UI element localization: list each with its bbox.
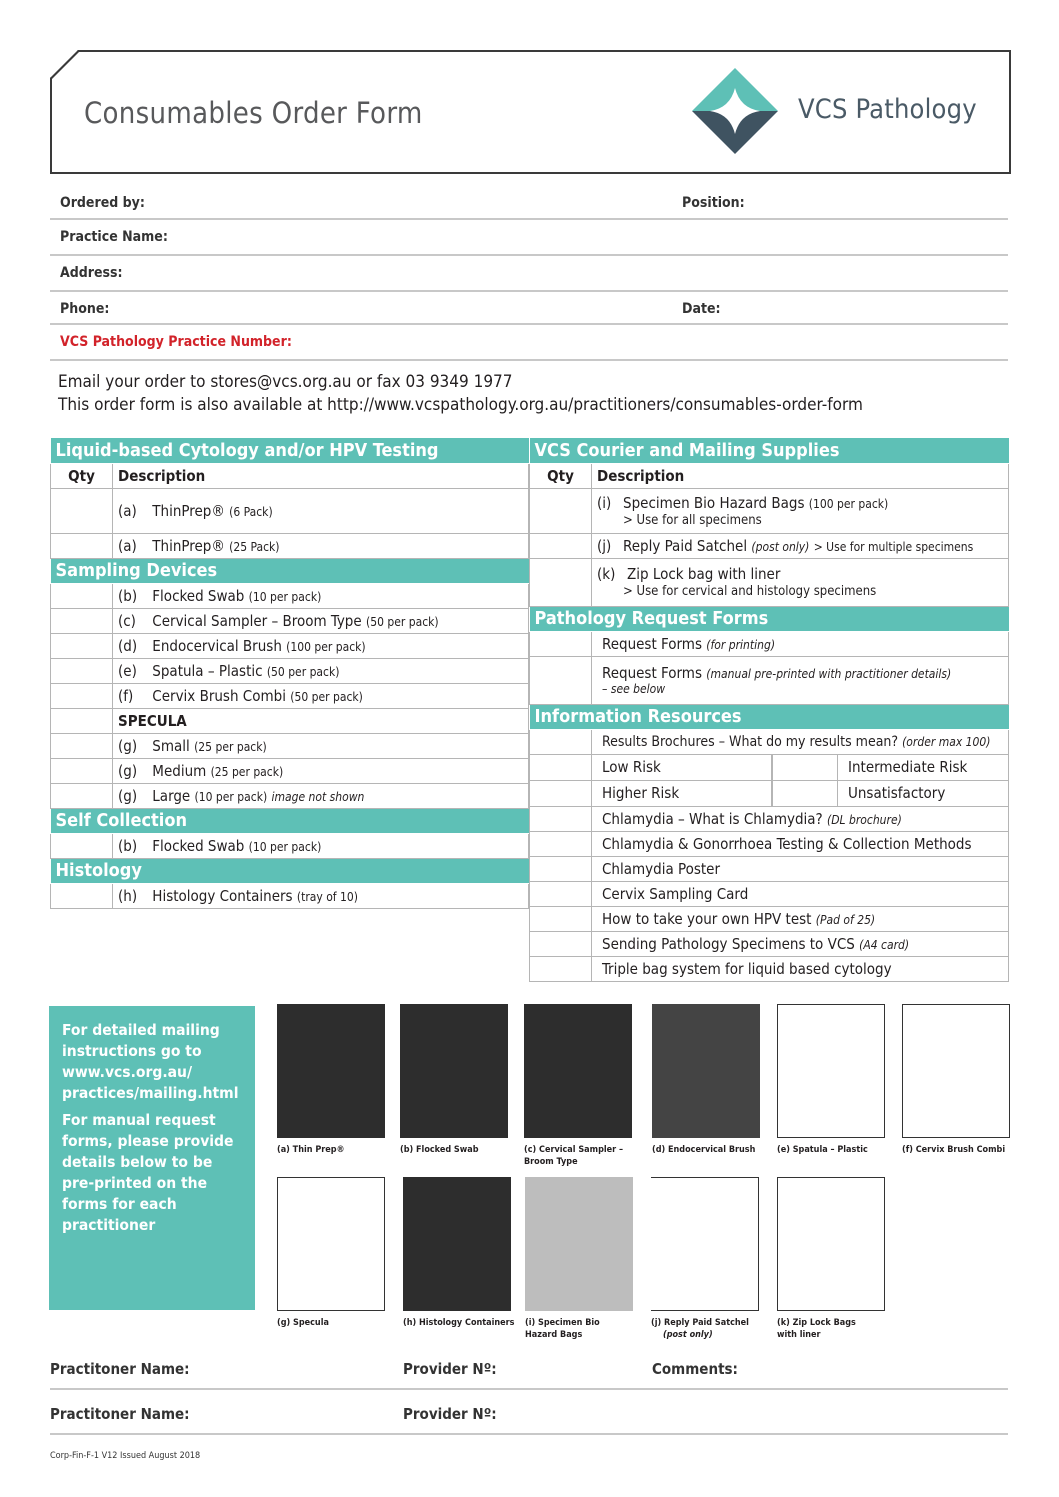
item-row: How to take your own HPV test (Pad of 25) [592, 906, 1009, 931]
photo-caption: (j) Reply Paid Satchel (post only) [651, 1318, 749, 1340]
practitioner-name-label: Practitoner Name: [50, 1405, 190, 1423]
qty-input[interactable] [530, 533, 592, 558]
qty-input[interactable] [772, 781, 838, 806]
qty-input[interactable] [530, 488, 592, 533]
qty-input[interactable] [51, 583, 113, 608]
item-row: (g) Large (10 per pack) image not shown [113, 783, 529, 808]
contact-line-2: This order form is also available at http://www.vcspathology.org.au/practitioners/consumables-order-form [58, 395, 863, 415]
item-row: Request Forms (manual pre-printed with practitioner details) – see below [592, 656, 1009, 704]
qty-input[interactable] [51, 608, 113, 633]
page-title: Consumables Order Form [84, 96, 423, 130]
reply-paid-satchel-image [651, 1177, 759, 1311]
item-row: (b) Flocked Swab (10 per pack) [113, 833, 529, 858]
section-information: Information Resources [530, 704, 1009, 729]
mailing-link[interactable]: www.vcs.org.au/ practices/mailing.html [62, 1063, 239, 1102]
risk-pair: Unsatisfactory [772, 780, 1009, 806]
risk-higher: Higher Risk [592, 780, 772, 806]
item-row: Results Brochures – What do my results mean? (order max 100) [592, 729, 1009, 754]
practitioner-row-1[interactable] [50, 1350, 1008, 1390]
item-row: (a) ThinPrep® (6 Pack) [113, 488, 529, 533]
item-row: (b) Flocked Swab (10 per pack) [113, 583, 529, 608]
mailing-info-box: For detailed mailing instructions go to www.vcs.org.au/ practices/mailing.html For manual request forms, please provide details below to be pre-printed on the forms for each practitioner [49, 1006, 255, 1310]
phone-field[interactable] [50, 292, 1008, 325]
provider-number-label: Provider Nº: [403, 1405, 497, 1423]
qty-cell [530, 754, 592, 780]
qty-header: Qty [530, 463, 592, 488]
qty-input[interactable] [51, 758, 113, 783]
qty-input[interactable] [51, 833, 113, 858]
photo-caption: (h) Histology Containers [403, 1318, 515, 1328]
qty-input[interactable] [51, 733, 113, 758]
cervix-brush-combi-image [902, 1004, 1010, 1138]
qty-cell [51, 708, 113, 733]
item-row: Sending Pathology Specimens to VCS (A4 card) [592, 931, 1009, 956]
photo-caption: (e) Spatula – Plastic [777, 1145, 868, 1155]
item-row: (j) Reply Paid Satchel (post only) > Use for multiple specimens [592, 533, 1009, 558]
risk-pair: Intermediate Risk [772, 754, 1009, 780]
practice-name-label: Practice Name: [60, 229, 168, 245]
comments-label: Comments: [652, 1360, 738, 1378]
item-row: (d) Endocervical Brush (100 per pack) [113, 633, 529, 658]
qty-input[interactable] [530, 729, 592, 754]
biohazard-bag-image [525, 1177, 633, 1311]
photo-caption: (f) Cervix Brush Combi [902, 1145, 1006, 1155]
item-row: Cervix Sampling Card [592, 881, 1009, 906]
item-row: Chlamydia – What is Chlamydia? (DL brochure) [592, 806, 1009, 831]
qty-header: Qty [51, 463, 113, 488]
item-row: (g) Small (25 per pack) [113, 733, 529, 758]
contact-line-1: Email your order to stores@vcs.org.au or fax 03 9349 1977 [58, 372, 513, 392]
practice-number-label: VCS Pathology Practice Number: [60, 334, 292, 350]
histology-container-image [403, 1177, 511, 1311]
section-histology: Histology [51, 858, 529, 883]
address-field[interactable] [50, 256, 1008, 292]
item-row: (h) Histology Containers (tray of 10) [113, 883, 529, 908]
photo-caption: (c) Cervical Sampler – Broom Type [524, 1145, 623, 1167]
section-self-collection: Self Collection [51, 808, 529, 833]
qty-input[interactable] [530, 558, 592, 606]
photo-caption: (a) Thin Prep® [277, 1145, 345, 1155]
qty-input[interactable] [530, 856, 592, 881]
section-courier: VCS Courier and Mailing Supplies [530, 438, 1009, 463]
desc-header: Description [113, 463, 529, 488]
practice-name-field[interactable] [50, 220, 1008, 256]
item-row: (c) Cervical Sampler – Broom Type (50 per pack) [113, 608, 529, 633]
item-row: Triple bag system for liquid based cytology [592, 956, 1009, 981]
qty-input[interactable] [530, 881, 592, 906]
spatula-image [777, 1004, 885, 1138]
qty-input[interactable] [51, 488, 113, 533]
brand-name: VCS Pathology [798, 94, 977, 125]
section-sampling-devices: Sampling Devices [51, 558, 529, 583]
phone-label: Phone: [60, 301, 110, 317]
photo-caption: (i) Specimen Bio Hazard Bags [525, 1318, 600, 1340]
item-row: Request Forms (for printing) [592, 631, 1009, 656]
specula-image [277, 1177, 385, 1311]
qty-input[interactable] [530, 931, 592, 956]
qty-input[interactable] [51, 883, 113, 908]
item-row: Chlamydia & Gonorrhoea Testing & Collection Methods [592, 831, 1009, 856]
item-row: Chlamydia Poster [592, 856, 1009, 881]
section-lbc: Liquid-based Cytology and/or HPV Testing [51, 438, 529, 463]
photo-caption: (d) Endocervical Brush [652, 1145, 756, 1155]
qty-input[interactable] [51, 783, 113, 808]
item-row: (k) Zip Lock bag with liner > Use for cervical and histology specimens [592, 558, 1009, 606]
photo-caption: (b) Flocked Swab [400, 1145, 479, 1155]
item-row: (i) Specimen Bio Hazard Bags (100 per pack) > Use for all specimens [592, 488, 1009, 533]
thinprep-image [277, 1004, 385, 1138]
left-order-table [50, 438, 529, 909]
risk-low: Low Risk [592, 754, 772, 780]
qty-input[interactable] [530, 806, 592, 831]
address-label: Address: [60, 265, 123, 281]
endocervical-brush-image [652, 1004, 760, 1138]
practitioner-row-2[interactable] [50, 1395, 1008, 1435]
ordered-by-field[interactable] [50, 187, 1008, 220]
right-order-table [529, 438, 1009, 982]
position-label: Position: [682, 195, 745, 211]
item-row: (e) Spatula – Plastic (50 per pack) [113, 658, 529, 683]
qty-input[interactable] [530, 831, 592, 856]
item-row: (a) ThinPrep® (25 Pack) [113, 533, 529, 558]
footer-version: Corp-Fin-F-1 V12 Issued August 2018 [50, 1451, 201, 1461]
provider-number-label: Provider Nº: [403, 1360, 497, 1378]
item-row: (g) Medium (25 per pack) [113, 758, 529, 783]
qty-input[interactable] [51, 683, 113, 708]
qty-input[interactable] [51, 658, 113, 683]
specula-subheading: SPECULA [113, 708, 529, 733]
qty-input[interactable] [772, 755, 838, 780]
qty-input[interactable] [530, 906, 592, 931]
zip-lock-bag-image [777, 1177, 885, 1311]
date-label: Date: [682, 301, 721, 317]
flocked-swab-image [400, 1004, 508, 1138]
qty-input[interactable] [530, 956, 592, 981]
item-row: (f) Cervix Brush Combi (50 per pack) [113, 683, 529, 708]
photo-caption: (g) Specula [277, 1318, 329, 1328]
practice-number-field[interactable] [50, 325, 1008, 361]
qty-cell [530, 780, 592, 806]
photo-caption: (k) Zip Lock Bags with liner [777, 1318, 856, 1340]
qty-input[interactable] [51, 533, 113, 558]
practitioner-name-label: Practitoner Name: [50, 1360, 190, 1378]
desc-header: Description [592, 463, 1009, 488]
qty-input[interactable] [530, 656, 592, 704]
vcs-logo-icon [690, 66, 780, 156]
qty-input[interactable] [530, 631, 592, 656]
section-request-forms: Pathology Request Forms [530, 606, 1009, 631]
cervical-sampler-image [524, 1004, 632, 1138]
qty-input[interactable] [51, 633, 113, 658]
ordered-by-label: Ordered by: [60, 195, 145, 211]
